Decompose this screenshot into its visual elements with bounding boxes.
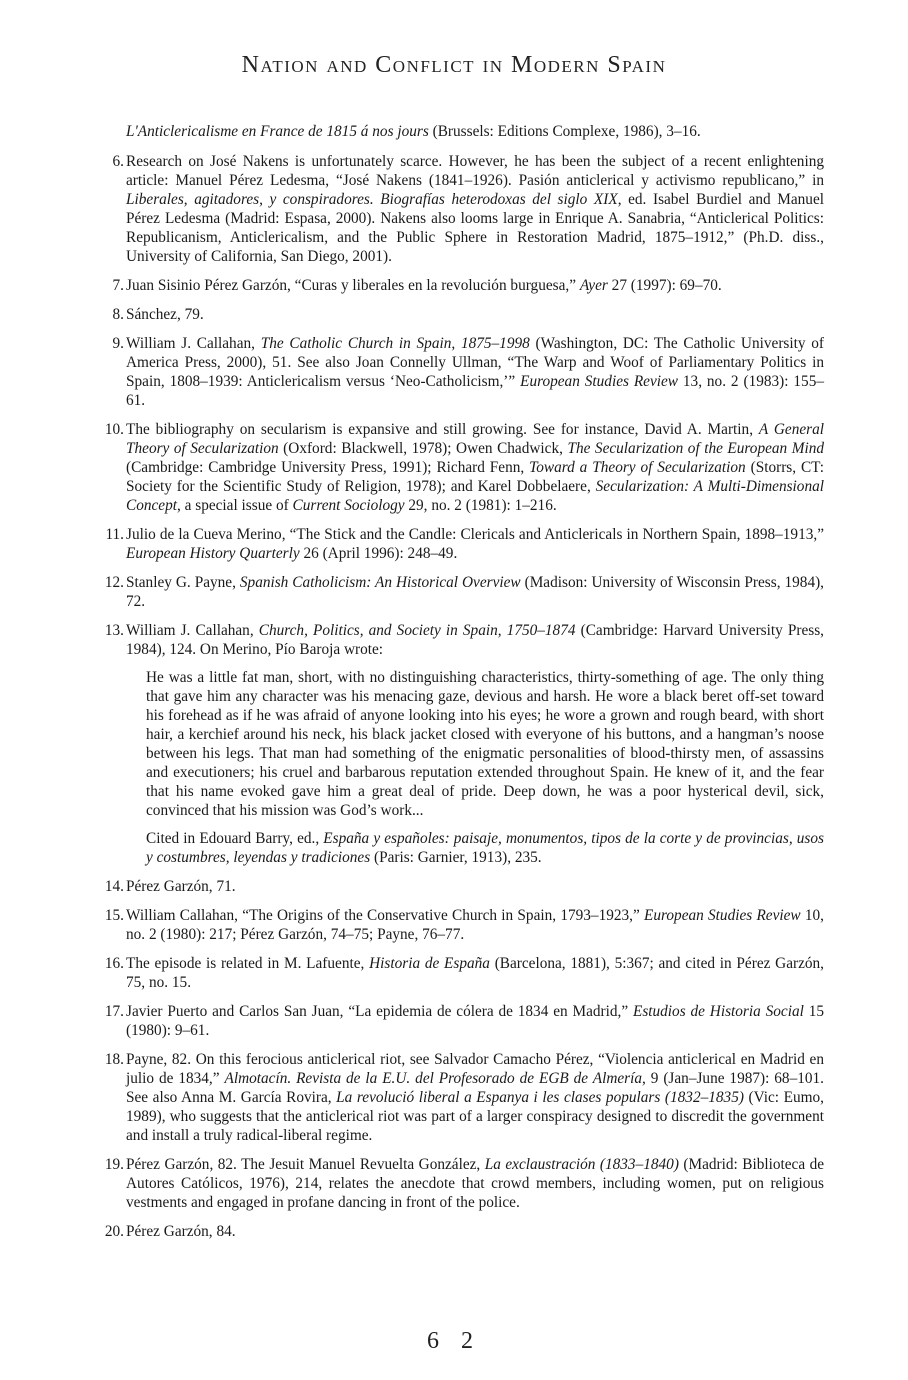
endnote [104,276,824,295]
endnote-body [126,906,824,944]
citation-title: European Studies Review [644,907,801,924]
endnote [104,420,824,515]
endnote-number: 12. [104,574,124,591]
citation-title: Toward a Theory of Secularization [529,459,746,476]
citation-title: The Catholic Church in Spain, 1875–1998 [260,335,530,352]
citation-title: Historia de España [369,955,490,972]
endnote-body [126,525,824,563]
endnote-number: 11. [105,526,124,543]
note-text-run: Juan Sisinio Pérez Garzón, “Curas y liberales en la revolución burguesa,” [126,277,580,294]
endnote [104,334,824,410]
note-text-run: Pérez Garzón, 82. The Jesuit Manuel Revuelta González, [126,1156,485,1173]
note-text-run: William Callahan, “The Origins of the Conservative Church in Spain, 1793–1923,” [126,907,645,924]
endnote [104,1002,824,1040]
note-text-run: 13, no. 2 (1983): 155–61. [126,373,824,409]
endnote-number: 7. [112,277,124,294]
citation-title: European History Quarterly [126,545,300,562]
note-text-run: , 9 (Jan–June 1987): 68–101. See also Anna M. García Rovira, [126,1070,825,1106]
citation-title: The Secularization of the European Mind [567,440,824,457]
note-text-run: The bibliography on secularism is expansive and still growing. See for instance, David A. Martin, [126,421,759,438]
note-text-run: 15 (1980): 9–61. [126,1003,824,1039]
endnote [104,1222,824,1241]
citation-title: Spanish Catholicism: An Historical Overview [239,574,521,591]
citation-title: Secularization: A Multi-Dimensional Concept [126,478,824,514]
note-text-run: 27 (1997): 69–70. [607,277,722,294]
note-text-run: Cited in Edouard Barry, ed., [146,830,324,847]
note-text-run: Payne, 82. On this ferocious anticlerical riot, see Salvador Camacho Pérez, “Violencia anticlerical en Madrid en julio de 1834,” [126,1051,824,1087]
citation-title: A General Theory of Secularization [126,421,824,457]
page-number: 6 2 [427,1328,481,1354]
citation-title: Ayer [579,277,608,294]
citation-title: Church, Politics, and Society in Spain, 1750–1874 [258,622,576,639]
endnote-number: 18. [104,1051,124,1068]
endnote-body [126,420,824,515]
note-text-run: Sánchez, 79. [126,306,204,323]
note-text-run: , ed. Isabel Burdiel and Manuel Pérez Ledesma (Madrid: Espasa, 2000). Nakens also looms large in Enrique A. Sanabria, “Anticlerical Politics: Republicanism, Anticlericalism, and the Public Sphere in Restoration Madrid, 1875–1912,” (Ph.D. diss., University of California, San Diego, 2001). [126,191,824,265]
endnote-number: 15. [104,907,124,924]
note-text-run: (Washington, DC: The Catholic University of America Press, 2000), 51. See also Joan Connelly Ullman, “The Warp and Woof of Parliamentary Politics in Spain, 1808–1939: Anticlericalism versus ‘Neo-Catholicism,’” [126,335,824,390]
endnote-body [126,954,824,992]
note-text-run: (Madrid: Biblioteca de Autores Católicos, 1976), 214, relates the anecdote that crowd members, including women, put on religious vestments and engaged in profane dancing in front of the police. [126,1156,825,1211]
endnote-number: 8. [112,306,124,323]
endnote-body [126,305,824,324]
note-text-run: (Madison: University of Wisconsin Press, 1984), 72. [126,574,825,610]
endnote-number: 13. [104,622,124,639]
note-text-run: Stanley G. Payne, [126,574,240,591]
block-quote-paragraph [146,829,824,867]
endnote [104,573,824,611]
endnote [104,877,824,896]
note-text-run: Javier Puerto and Carlos San Juan, “La epidemia de cólera de 1834 en Madrid,” [126,1003,633,1020]
note-text-run: (Cambridge: Harvard University Press, 1984), 124. On Merino, Pío Baroja wrote: [126,622,824,658]
endnote-number: 20. [104,1223,124,1240]
note-text-run: He was a little fat man, short, with no distinguishing characteristics, thirty-something of age. The only thing that gave him any character was his menacing gaze, devious and harsh. He wore a black beret off-set toward his forehead as if he was afraid of anyone looking into his eyes; he wore a grown and rough beard, with short hair, a kerchief around his neck, his black jacket closed with everyone of his buttons, and a hangman’s noose between his legs. That man had something of the enigmatic personalities of blood-thirsty men, of assassins and executioners; his cruel and barbarous reputation extended throughout Spain. He knew of it, and the fear that his name evoked gave him a great deal of pride. Deep down, he was a poor hysterical devil, sick, convinced that his mission was God’s work... [146,669,824,819]
endnote-number: 9. [112,335,124,352]
endnotes-section [104,122,824,1251]
endnote-number: 10. [104,421,124,438]
endnote-number: 16. [104,955,124,972]
note-text-run: 26 (April 1996): 248–49. [299,545,458,562]
citation-title: La revolució liberal a Espanya i les clases populars (1832–1835) [336,1089,744,1106]
endnote-body [126,1002,824,1040]
endnote-number: 14. [104,878,124,895]
endnote [104,305,824,324]
endnote-body [126,152,824,266]
citation-title: Liberales, agitadores, y conspiradores. Biografías heterodoxas del siglo XIX [126,191,618,208]
citation-title: Estudios de Historia Social [632,1003,804,1020]
endnote-body [126,1222,824,1241]
block-quote-paragraph [146,668,824,820]
endnote-body [126,1155,824,1212]
citation-title: España y españoles: paisaje, monumentos, tipos de la corte y de provincias, usos y costumbres, leyendas y tradiciones [146,830,824,866]
citation-title: La exclaustración (1833–1840) [484,1156,679,1173]
note-text-run: 10, no. 2 (1980): 217; Pérez Garzón, 74–75; Payne, 76–77. [126,907,824,943]
endnote-number: 19. [104,1156,124,1173]
note-text-run: Pérez Garzón, 84. [126,1223,236,1240]
endnote [104,621,824,867]
citation-title: Almotacín. Revista de la E.U. del Profesorado de EGB de Almería [224,1070,643,1087]
note-text-run: Research on José Nakens is unfortunately scarce. However, he has been the subject of a recent enlightening article: Manuel Pérez Ledesma, “José Nakens (1841–1926). Pasión anticlerical y activismo republicano,” in [126,153,824,189]
endnote [104,906,824,944]
citation-title: Current Sociology [292,497,405,514]
note-5-continuation [104,122,824,141]
citation-title: European Studies Review [520,373,678,390]
endnote-body [126,621,824,659]
note-5-continuation-text: (Brussels: Editions Complexe, 1986), 3–16. [428,123,701,140]
note-text-run: (Oxford: Blackwell, 1978); Owen Chadwick, [278,440,568,457]
note-text-run: 29, no. 2 (1981): 1–216. [404,497,557,514]
note-text-run: (Paris: Garnier, 1913), 235. [370,849,542,866]
note-text-run: William J. Callahan, [126,622,259,639]
endnote-body [126,334,824,410]
endnote-body [126,877,824,896]
running-head: Nation and Conflict in Modern Spain [241,52,667,78]
endnote-body [126,1050,824,1145]
block-quote [146,668,824,867]
endnote [104,1155,824,1212]
endnote-number: 17. [104,1003,124,1020]
note-text-run: (Cambridge: Cambridge University Press, 1991); Richard Fenn, [126,459,530,476]
note-5-continuation-title: L'Anticlericalisme en France de 1815 á nos jours [126,123,429,140]
endnote [104,152,824,266]
note-text-run: William J. Callahan, [126,335,261,352]
endnote [104,1050,824,1145]
endnote-number: 6. [112,153,124,170]
note-text-run: (Barcelona, 1881), 5:367; and cited in Pérez Garzón, 75, no. 15. [126,955,824,991]
endnote-body [126,573,824,611]
note-text-run: Pérez Garzón, 71. [126,878,236,895]
note-text-run: Julio de la Cueva Merino, “The Stick and the Candle: Clericals and Anticlericals in Northern Spain, 1898–1913,” [126,526,824,543]
note-text-run: , a special issue of [176,497,293,514]
note-text-run: The episode is related in M. Lafuente, [126,955,370,972]
note-text-run: (Storrs, CT: Society for the Scientific Study of Religion, 1978); and Karel Dobbelaere, [126,459,825,495]
endnote [104,525,824,563]
endnote [104,954,824,992]
endnote-body [126,276,824,295]
note-text-run: (Vic: Eumo, 1989), who suggests that the anticlerical riot was part of a larger conspiracy designed to discredit the government and install a truly radical-liberal regime. [126,1089,824,1144]
